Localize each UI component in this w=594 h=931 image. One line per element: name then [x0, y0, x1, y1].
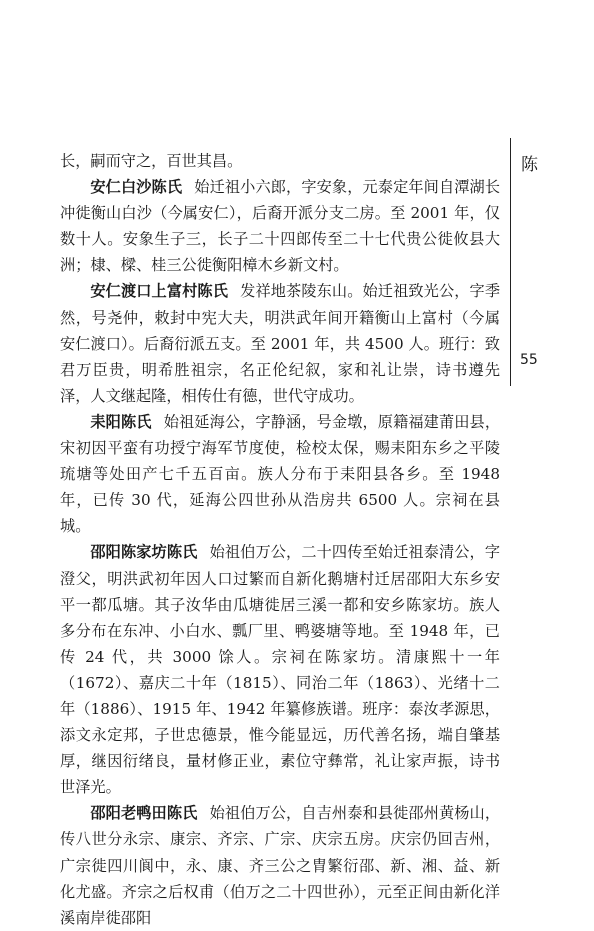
clan-entry: [60, 539, 500, 800]
margin-divider: [510, 138, 511, 386]
clan-text: 始祖延海公，字静涵，号金墩，原籍福建莆田县，宋初因平蛮有功授宁海军节度使，检校太保，赐耒阳东乡之平陵琉塘等处田产七千五百亩。族人分布于耒阳县各乡。至 1948 年，已传 30 代，延海公四世孙从浩房共 6500 人。宗祠在县城。: [60, 412, 501, 536]
clan-entry: [60, 278, 500, 408]
clan-text: 始祖伯万公，自吉州泰和县徙邵州黄杨山，传八世分永宗、康宗、齐宗、广宗、庆宗五房。庆宗仍回吉州，广宗徙四川阆中，永、康、齐三公之胄繁衍邵、新、湘、益、新化尤盛。齐宗之后权甫（伯万之二十四世孙），元至正间由新化洋溪南岸徙邵阳: [60, 804, 501, 927]
main-text: [60, 148, 500, 931]
page-number: 55: [520, 352, 538, 368]
clan-heading: 邵阳陈家坊陈氏: [90, 543, 198, 562]
clan-text: 始迁祖小六郎，字安象，元泰定年间自潭湖长冲徙衡山白沙（今属安仁），后裔开派分支二房。至 2001 年，仅数十人。安象生子三，长子二十四郎传至二十七代贵公徙攸县大洲；棣、樑、桂三公徙衡阳樟木乡新文村。: [60, 178, 501, 275]
clan-heading: 耒阳陈氏: [90, 412, 152, 431]
clan-heading: 邵阳老鸭田陈氏: [90, 804, 198, 823]
clan-text: 发祥地茶陵东山。始迁祖致光公，字季然，号尧仲，敕封中宪大夫，明洪武年间开籍衡山上富村（今属安仁渡口）。后裔衍派五支。至 2001 年，共 4500 人。班行：致君万臣贵，明希胜祖宗，名正伦纪叙，家和礼让崇，诗书遵先泽，人文继起隆，相传仕有德，世代守成功。: [60, 282, 501, 405]
clan-entry: [60, 409, 500, 539]
continuation-paragraph: 长，嗣而守之，百世其昌。: [60, 152, 243, 170]
clan-heading: 安仁渡口上富村陈氏: [90, 282, 229, 301]
running-header-surname: 陈: [521, 155, 538, 175]
clan-entry: [60, 800, 500, 930]
clan-text: 始祖伯万公，二十四传至始迁祖泰清公，字澄父，明洪武初年因人口过繁而自新化鹅塘村迁居邵阳大东乡安平一都瓜塘。其子汝华由瓜塘徙居三溪一都和安乡陈家坊。族人多分布在东冲、小白水、瓢厂里、鸭婆塘等地。至 1948 年，已传 24 代，共 3000 馀人。宗祠在陈家坊。清康熙十一年（1672）、嘉庆二十年（1815）、同治二年（1863）、光绪十二年（1886）、1915 年、1942 年纂修族谱。班序：泰汝孝源思，添文永定邦，子世忠德景，惟今能显远，历代善名扬，端自肇基厚，继因衍绪良，量材修正业，素位守彝常，礼让家声振，诗书世泽光。: [60, 543, 501, 797]
clan-entry: [60, 174, 500, 278]
clan-heading: 安仁白沙陈氏: [90, 178, 183, 197]
